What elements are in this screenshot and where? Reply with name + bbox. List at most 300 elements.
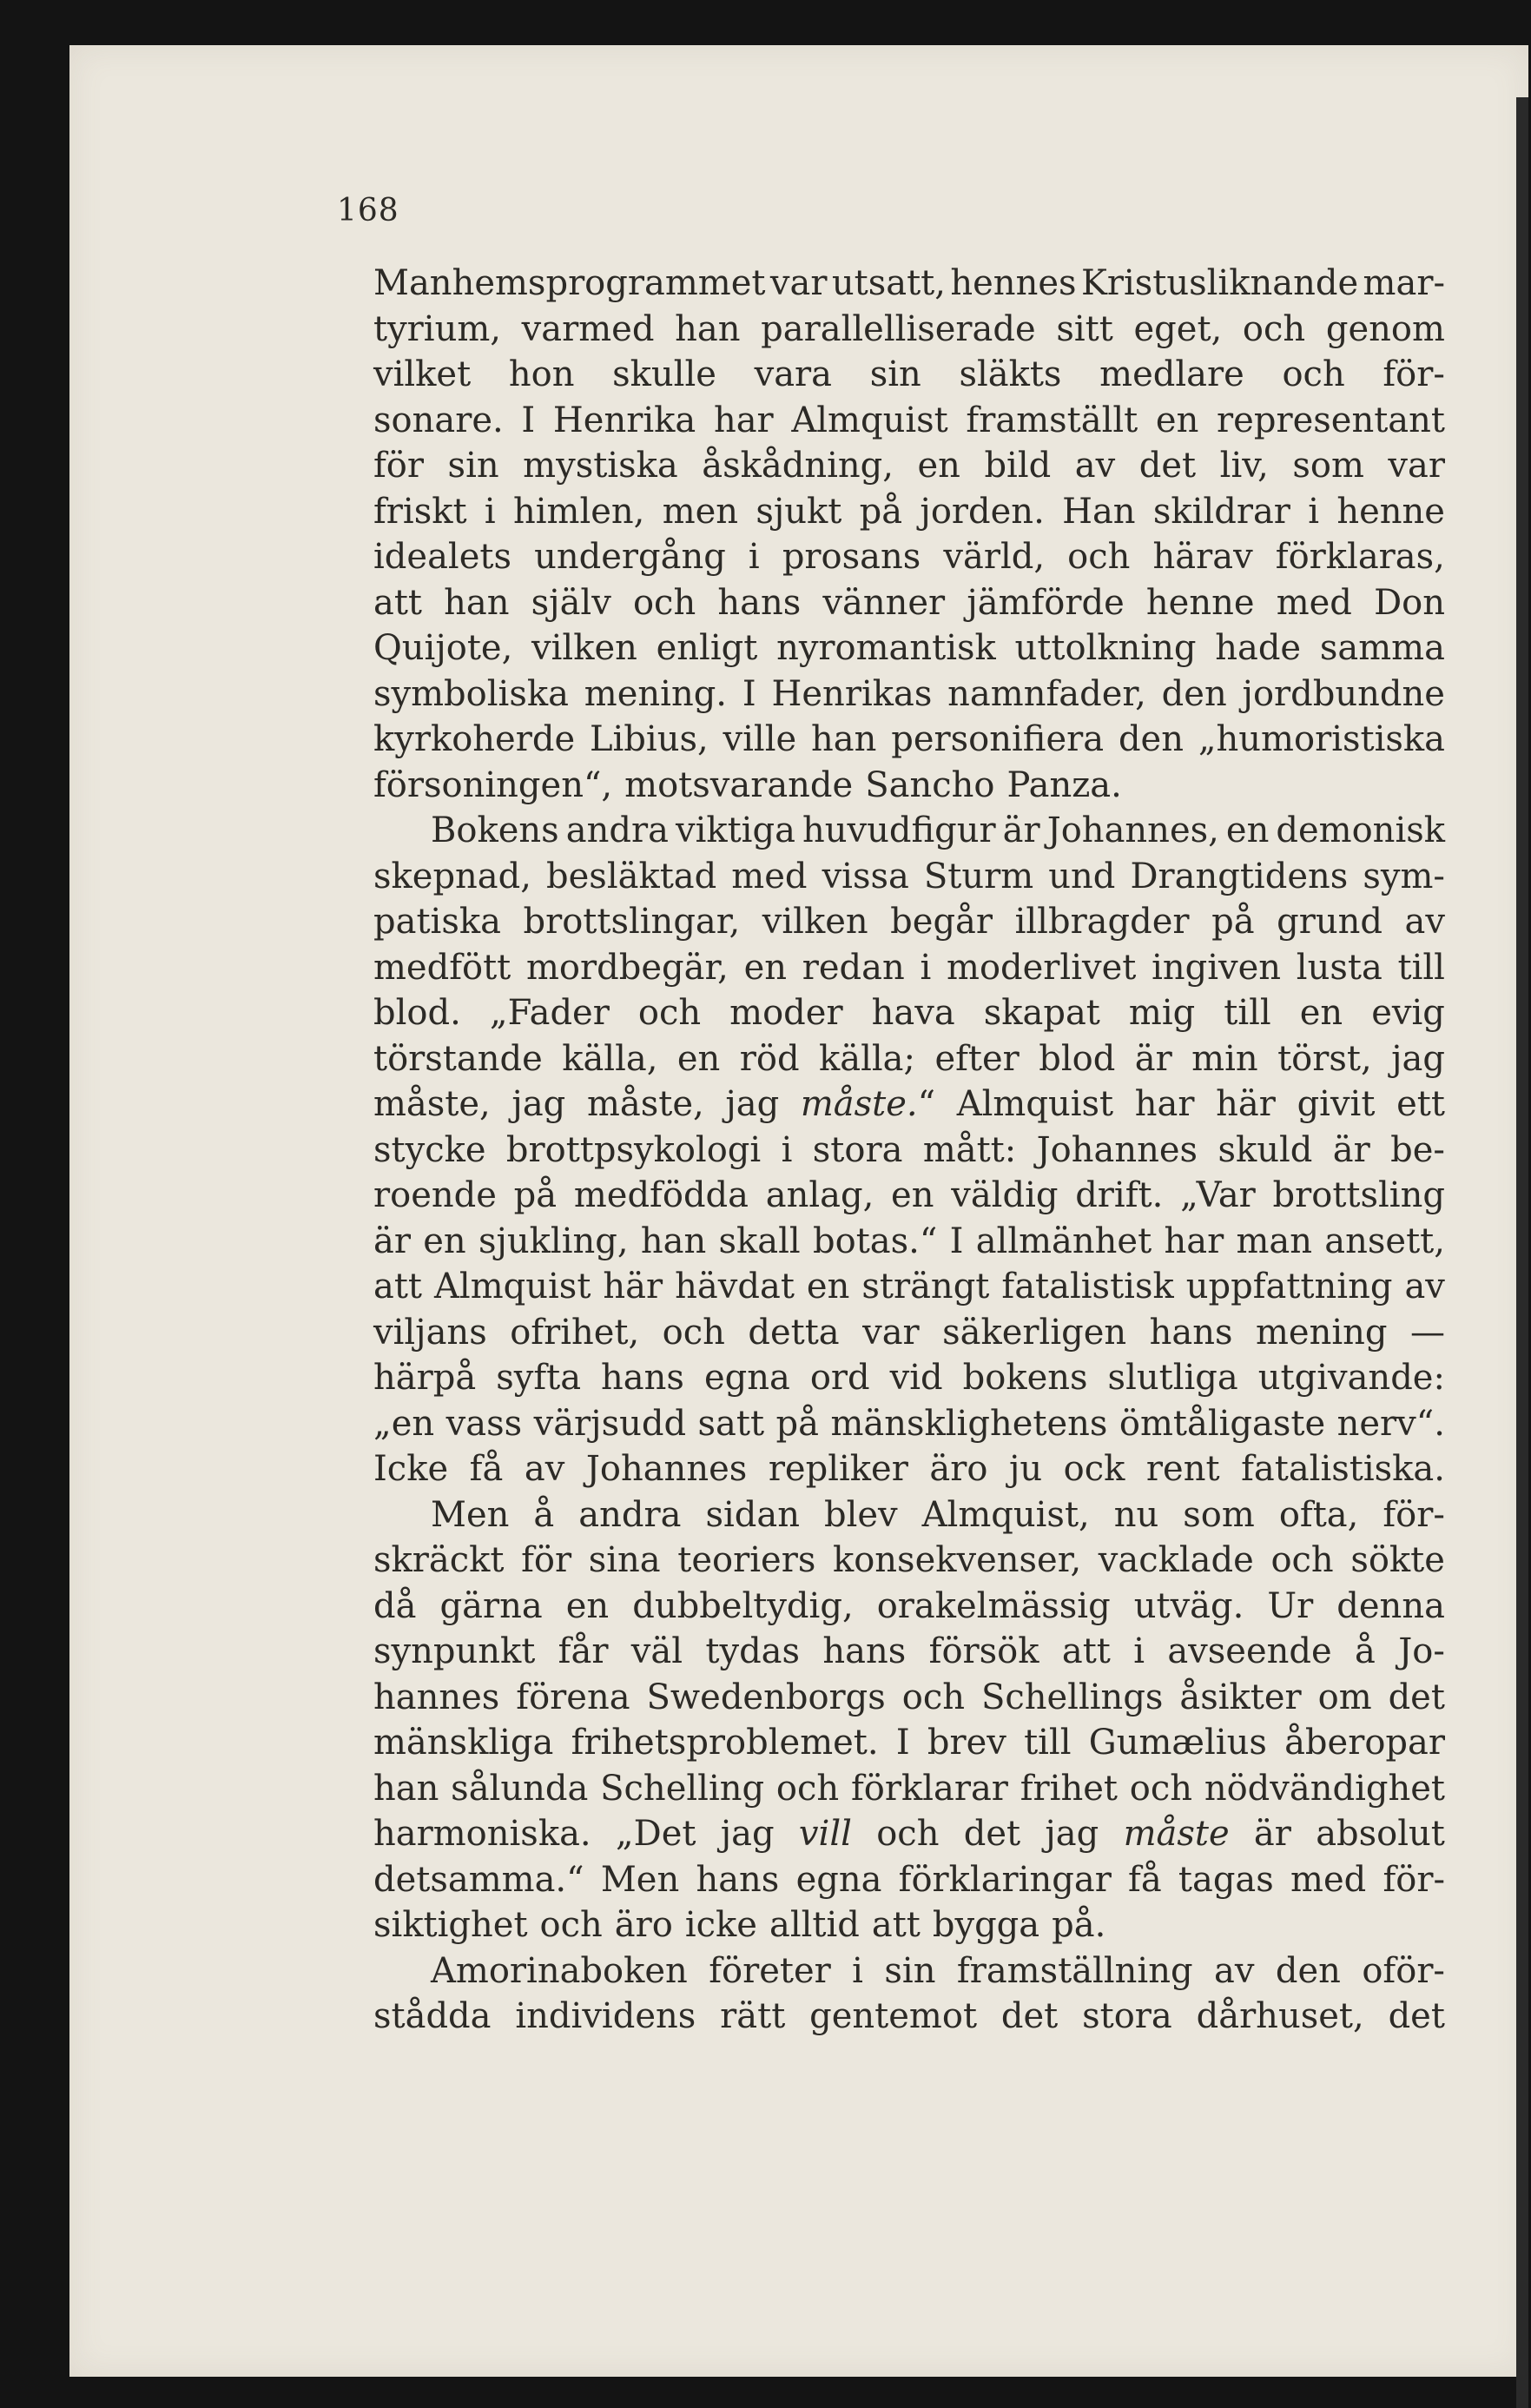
- text-line: [373, 1675, 1445, 1721]
- word: källa,: [562, 1038, 658, 1079]
- word: Drangtidens: [1130, 856, 1349, 896]
- word: han: [640, 1221, 707, 1261]
- word: har: [1134, 1084, 1195, 1124]
- word: på: [775, 1403, 819, 1444]
- word: stycke: [373, 1129, 486, 1170]
- word: icke: [684, 1905, 757, 1945]
- word: för-: [1383, 354, 1445, 394]
- word: sökte: [1350, 1540, 1445, 1580]
- word: skildrar: [1152, 491, 1290, 532]
- word: min: [1191, 1038, 1258, 1079]
- word: Ur: [1267, 1585, 1314, 1626]
- word: hans: [717, 582, 802, 623]
- word: hans: [696, 1859, 780, 1900]
- word: brottsling: [1272, 1175, 1445, 1215]
- text-line: [373, 352, 1445, 398]
- word: huvudfigur: [802, 810, 996, 850]
- word: äro: [614, 1905, 673, 1945]
- word: samma: [1319, 628, 1445, 668]
- word: förklarar: [850, 1768, 1008, 1809]
- word: kyrkoherde: [373, 719, 576, 759]
- word: väldig: [951, 1175, 1059, 1215]
- word: uttolkning: [1014, 628, 1197, 668]
- word: som: [1183, 1494, 1255, 1535]
- word: har: [713, 400, 774, 440]
- word: viktiga: [675, 810, 795, 850]
- word: och: [1129, 1768, 1193, 1809]
- text-line: [373, 534, 1445, 580]
- word: ett: [1396, 1084, 1445, 1124]
- word: jag: [511, 1084, 566, 1124]
- word: då: [373, 1585, 417, 1626]
- word: han: [675, 308, 741, 349]
- text-line: [373, 443, 1445, 489]
- word: en: [1225, 810, 1270, 850]
- word: I: [742, 673, 756, 714]
- word: medlare: [1099, 354, 1244, 394]
- text-line: [373, 1538, 1445, 1584]
- word: sjukling,: [478, 1221, 629, 1261]
- word: och: [876, 1814, 940, 1854]
- word: Icke: [373, 1449, 449, 1489]
- word: en: [565, 1585, 610, 1626]
- word: nerv“.: [1336, 1403, 1445, 1444]
- text-line: [373, 1584, 1445, 1630]
- word: en: [423, 1221, 466, 1261]
- word: frihetsproblemet.: [571, 1723, 879, 1763]
- word: det: [1388, 1996, 1445, 2036]
- word: undergång: [534, 537, 726, 577]
- word: patiska: [373, 902, 501, 942]
- word: en: [917, 446, 960, 486]
- word: är: [1002, 810, 1040, 850]
- word: det: [1000, 1996, 1059, 2036]
- word: härpå: [373, 1358, 477, 1398]
- word: andra: [578, 1494, 682, 1535]
- word: sonare.: [373, 400, 504, 440]
- word: blod.: [373, 993, 461, 1033]
- word: på: [513, 1175, 558, 1215]
- word: en: [891, 1175, 934, 1215]
- word: hans: [601, 1358, 684, 1398]
- word: det: [963, 1814, 1021, 1854]
- word: skepnad,: [373, 856, 531, 896]
- word: stådda: [373, 1996, 492, 2036]
- word: en: [743, 947, 788, 988]
- text-line: [373, 398, 1445, 444]
- word: ansett,: [1324, 1221, 1445, 1261]
- word: jag: [1391, 1038, 1445, 1079]
- text-line: [373, 1766, 1445, 1812]
- word: fatalistisk: [1001, 1267, 1174, 1307]
- word: jag: [1045, 1814, 1099, 1854]
- word: på: [1211, 902, 1255, 942]
- word: Han: [1062, 491, 1136, 532]
- text-line: [373, 899, 1445, 945]
- word: skuld: [1218, 1129, 1313, 1170]
- word: liv,: [1219, 446, 1269, 486]
- word: förklaringar: [898, 1859, 1112, 1900]
- word: den: [1118, 719, 1184, 759]
- text-line: [373, 1948, 1445, 1995]
- word: Almquist: [434, 1267, 591, 1307]
- word: med: [1276, 582, 1352, 623]
- word: mordbegär,: [525, 947, 729, 988]
- word: moder: [729, 993, 843, 1033]
- word: orakelmässig: [876, 1585, 1111, 1626]
- word: Almquist: [956, 1084, 1114, 1124]
- word: jag: [725, 1084, 780, 1124]
- word: sålunda: [451, 1768, 589, 1809]
- word: parallelliserade: [761, 308, 1036, 349]
- word: Sturm: [923, 856, 1034, 896]
- word: synpunkt: [373, 1631, 536, 1671]
- word: Sancho: [865, 764, 995, 805]
- word: å: [1355, 1631, 1376, 1671]
- word: ock: [1063, 1449, 1125, 1489]
- word: har: [1164, 1221, 1224, 1261]
- text-line: [373, 717, 1445, 763]
- word: egna: [795, 1859, 882, 1900]
- word: nyromantisk: [776, 628, 996, 668]
- word: „humoristiska: [1198, 719, 1445, 759]
- text-line: [373, 808, 1445, 854]
- word: Johannes: [1036, 1129, 1198, 1170]
- text-line: [373, 854, 1445, 900]
- word: i: [484, 491, 496, 532]
- word: ofta,: [1278, 1494, 1359, 1535]
- word: hävdat: [675, 1267, 795, 1307]
- word: alltid: [769, 1905, 860, 1945]
- word: Johannes,: [1046, 810, 1219, 850]
- word: en: [676, 1038, 721, 1079]
- word: hade: [1215, 628, 1302, 668]
- word: en: [806, 1267, 850, 1307]
- word: åberopar: [1284, 1723, 1445, 1763]
- word: att: [1061, 1631, 1111, 1671]
- word: härav: [1152, 537, 1253, 577]
- word: framställt: [966, 400, 1138, 440]
- word: Almquist: [791, 400, 948, 440]
- word: illbragder: [1014, 902, 1190, 942]
- text-line: [373, 580, 1445, 626]
- word: den: [1275, 1950, 1341, 1991]
- word: nu: [1113, 1494, 1159, 1535]
- page-edge-shadow: [1516, 97, 1528, 2408]
- word: grund: [1277, 902, 1383, 942]
- word: andra: [565, 810, 669, 850]
- word: förklaras,: [1275, 537, 1445, 577]
- word: hans: [1149, 1312, 1233, 1353]
- text-line: [373, 1036, 1445, 1082]
- word: Manhemsprogrammet: [373, 263, 766, 303]
- word: bygga: [932, 1905, 1040, 1945]
- word: hennes: [950, 263, 1077, 303]
- word: I: [949, 1221, 964, 1261]
- word: mar-: [1363, 263, 1445, 303]
- word: var: [1388, 446, 1445, 486]
- word: företer: [709, 1950, 831, 1991]
- word: oför-: [1362, 1950, 1445, 1991]
- text-line: [373, 1857, 1445, 1903]
- word: harmoniska.: [373, 1814, 591, 1854]
- word: till: [1397, 947, 1445, 988]
- word: I: [521, 400, 536, 440]
- word: jorden.: [920, 491, 1045, 532]
- word: till: [1224, 993, 1271, 1033]
- word: av: [1404, 1267, 1445, 1307]
- word: måste,: [586, 1084, 704, 1124]
- word: utsatt,: [831, 263, 946, 303]
- word: på: [859, 491, 903, 532]
- word: stora: [1082, 1996, 1172, 2036]
- word: är: [1332, 1129, 1370, 1170]
- word: genom: [1325, 308, 1445, 349]
- word: fatalistiska.: [1241, 1449, 1445, 1489]
- word: han: [444, 582, 510, 623]
- text-line: [373, 307, 1445, 353]
- word: mått:: [922, 1129, 1017, 1170]
- word: jag: [720, 1814, 775, 1854]
- word: som: [1292, 446, 1364, 486]
- word: törstande: [373, 1038, 543, 1079]
- word: vass: [445, 1403, 523, 1444]
- word: var: [862, 1312, 920, 1353]
- word: och: [1067, 537, 1131, 577]
- word: sitt: [1056, 308, 1113, 349]
- word: ingiven: [1152, 947, 1282, 988]
- text-line: [373, 1492, 1445, 1538]
- word: „en: [373, 1403, 435, 1444]
- word: och: [901, 1677, 965, 1717]
- word: individens: [515, 1996, 696, 2036]
- word: vid: [889, 1358, 943, 1398]
- word: —: [1409, 1312, 1445, 1353]
- word: ju: [1008, 1449, 1043, 1489]
- word: sin: [869, 354, 921, 394]
- text-line: [373, 1264, 1445, 1310]
- word: enligt: [656, 628, 758, 668]
- word: „Fader: [489, 993, 610, 1033]
- word: friskt: [373, 491, 467, 532]
- word: vilken: [762, 902, 868, 942]
- text-line: [373, 1355, 1445, 1401]
- text-line: [373, 1720, 1445, 1766]
- word: medfött: [373, 947, 511, 988]
- word: blev: [823, 1494, 898, 1535]
- word: och: [637, 993, 702, 1033]
- word: försök: [928, 1631, 1039, 1671]
- word: uppfattning: [1185, 1267, 1393, 1307]
- word: strängt: [861, 1267, 990, 1307]
- word: värjsudd: [533, 1403, 687, 1444]
- text-line: [373, 1173, 1445, 1219]
- word: till: [1024, 1723, 1072, 1763]
- word: är: [1134, 1038, 1172, 1079]
- word: jordbundne: [1242, 673, 1445, 714]
- word: och: [1242, 308, 1306, 349]
- word: henne: [1145, 582, 1255, 623]
- word: mystiska: [523, 446, 678, 486]
- word: nödvändighet: [1204, 1768, 1445, 1809]
- word: att: [373, 582, 422, 623]
- word: viljans: [373, 1312, 487, 1353]
- word: „Det: [615, 1814, 696, 1854]
- word: törst,: [1277, 1038, 1372, 1079]
- word: syfta: [496, 1358, 582, 1398]
- word: Don: [1374, 582, 1445, 623]
- word: sin: [447, 446, 499, 486]
- text-line: [373, 990, 1445, 1036]
- word: Gumælius: [1088, 1723, 1267, 1763]
- word: släkts: [959, 354, 1062, 394]
- word: slutliga: [1107, 1358, 1238, 1398]
- word: frihet: [1020, 1768, 1118, 1809]
- word: sin: [884, 1950, 936, 1991]
- word: avseende: [1167, 1631, 1332, 1671]
- word: av: [1404, 902, 1445, 942]
- word: ömtåligaste: [1119, 1403, 1326, 1444]
- word: demonisk: [1276, 810, 1445, 850]
- text-line: [373, 671, 1445, 718]
- word: redan: [802, 947, 905, 988]
- word: röd: [739, 1038, 800, 1079]
- word: med: [1290, 1859, 1367, 1900]
- word: sym-: [1363, 856, 1445, 896]
- word: Johannes: [585, 1449, 748, 1489]
- word: att: [373, 1267, 422, 1307]
- word: källa;: [819, 1038, 915, 1079]
- word: evig: [1371, 993, 1445, 1033]
- word: väl: [630, 1631, 683, 1671]
- word: skapat: [983, 993, 1100, 1033]
- word: tagas: [1178, 1859, 1274, 1900]
- word: sina: [588, 1540, 661, 1580]
- word: vilket: [373, 354, 472, 394]
- word: och: [539, 1905, 603, 1945]
- word: Henrika: [552, 400, 696, 440]
- word: blod: [1039, 1038, 1116, 1079]
- word: framställning: [956, 1950, 1193, 1991]
- word: Panza.: [1006, 764, 1122, 805]
- word: om: [1317, 1677, 1372, 1717]
- word: satt: [697, 1403, 765, 1444]
- word: teoriers: [677, 1540, 816, 1580]
- text-line: [373, 1902, 1445, 1948]
- body-text: [373, 261, 1445, 2040]
- word: få: [1128, 1859, 1162, 1900]
- word: Schellings: [980, 1677, 1164, 1717]
- word: Amorinaboken: [431, 1950, 688, 1991]
- word: gärna: [439, 1585, 543, 1626]
- word: ville: [723, 719, 797, 759]
- word: tydas: [705, 1631, 801, 1671]
- word: drift.: [1075, 1175, 1164, 1215]
- word: siktighet: [373, 1905, 528, 1945]
- word: „Var: [1180, 1175, 1256, 1215]
- word: rätt: [720, 1996, 786, 2036]
- word: vill: [798, 1814, 852, 1854]
- word: av: [1074, 446, 1116, 486]
- word: är: [1253, 1814, 1291, 1854]
- word: han: [373, 1768, 439, 1809]
- word: för: [521, 1540, 572, 1580]
- word: roende: [373, 1175, 497, 1215]
- word: mening: [1255, 1312, 1388, 1353]
- word: försoningen“,: [373, 764, 613, 805]
- word: dårhuset,: [1196, 1996, 1364, 2036]
- word: ofrihet,: [510, 1312, 640, 1353]
- word: und: [1048, 856, 1116, 896]
- text-line: [373, 489, 1445, 535]
- word: henne: [1336, 491, 1445, 532]
- word: hans: [822, 1631, 907, 1671]
- word: Almquist,: [921, 1494, 1090, 1535]
- word: efter: [934, 1038, 1020, 1079]
- word: utväg.: [1133, 1585, 1244, 1626]
- text-line: [373, 1401, 1445, 1447]
- word: en: [1299, 993, 1343, 1033]
- word: ord: [809, 1358, 870, 1398]
- word: det: [1138, 446, 1197, 486]
- word: egna: [703, 1358, 790, 1398]
- word: besläktad: [546, 856, 717, 896]
- word: symboliska: [373, 673, 569, 714]
- word: detta: [748, 1312, 840, 1353]
- word: vissa: [822, 856, 909, 896]
- word: den: [1161, 673, 1227, 714]
- word: skräckt: [373, 1540, 505, 1580]
- word: Men: [431, 1494, 510, 1535]
- word: botas.“: [813, 1221, 938, 1261]
- text-line: [373, 1811, 1445, 1857]
- text-line: [373, 625, 1445, 671]
- word: dubbeltydig,: [632, 1585, 854, 1626]
- text-line: [373, 1310, 1445, 1356]
- text-line: [373, 945, 1445, 991]
- word: förena: [516, 1677, 630, 1717]
- word: Henrikas: [771, 673, 933, 714]
- word: Bokens: [431, 810, 559, 850]
- word: bild: [984, 446, 1052, 486]
- word: moderlivet: [947, 947, 1137, 988]
- word: och: [632, 582, 696, 623]
- word: på.: [1052, 1905, 1106, 1945]
- word: få: [469, 1449, 504, 1489]
- word: skulle: [612, 354, 716, 394]
- word: värld,: [943, 537, 1046, 577]
- word: gentemot: [809, 1996, 978, 2036]
- word: hannes: [373, 1677, 500, 1717]
- word: han: [811, 719, 877, 759]
- word: själv: [531, 582, 611, 623]
- word: be-: [1390, 1129, 1445, 1170]
- word: eget,: [1133, 308, 1223, 349]
- word: brottpsykologi: [505, 1129, 762, 1170]
- word: åsikter: [1179, 1677, 1302, 1717]
- word: i: [1308, 491, 1320, 532]
- word: vara: [754, 354, 833, 394]
- word: givit: [1297, 1084, 1376, 1124]
- word: och: [662, 1312, 725, 1353]
- word: personifiera: [891, 719, 1105, 759]
- text-line: [373, 1446, 1445, 1492]
- word: i: [781, 1129, 793, 1170]
- word: I: [895, 1723, 910, 1763]
- word: Quijote,: [373, 628, 513, 668]
- word: denna: [1336, 1585, 1445, 1626]
- text-line: [373, 1219, 1445, 1265]
